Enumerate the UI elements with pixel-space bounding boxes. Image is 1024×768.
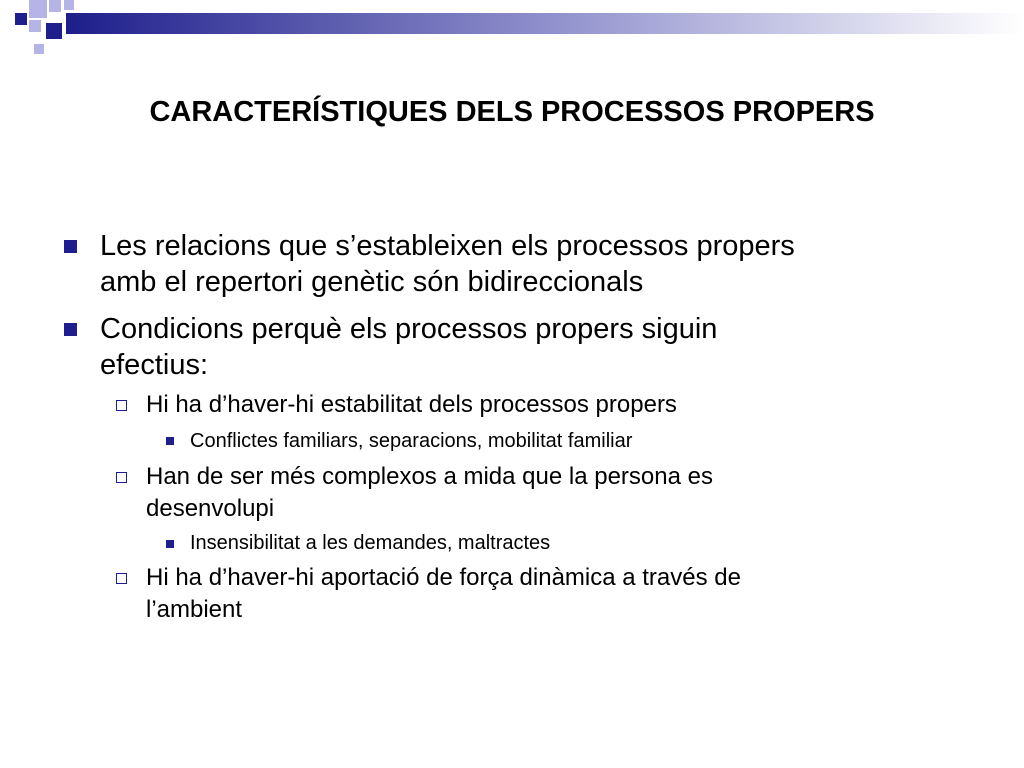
decor-square-dark-1	[15, 13, 27, 25]
filled-square-icon	[64, 323, 77, 336]
sub-bullet-2-2	[146, 461, 713, 525]
sub-bullet-2-1-line-1: Hi ha d’haver-hi estabilitat dels processos propers	[146, 391, 677, 418]
hollow-square-icon	[116, 573, 127, 584]
sub-bullet-2-3	[146, 562, 741, 626]
bullet-item-2	[100, 311, 717, 383]
sub-bullet-2-2-line-1: Han de ser més complexos a mida que la persona es	[146, 463, 713, 490]
sub-bullet-2-1	[146, 389, 677, 421]
sub-bullet-2-2-line-2: desenvolupi	[146, 495, 275, 522]
decor-square-light-4	[64, 0, 74, 10]
bullet-item-2-line-2: efectius:	[100, 349, 208, 381]
decor-square-light-1	[29, 0, 47, 18]
hollow-square-icon	[116, 472, 127, 483]
sub-bullet-2-3-line-1: Hi ha d’haver-hi aportació de força dinàmica a través de	[146, 564, 741, 591]
bullet-item-2-line-1: Condicions perquè els processos propers siguin	[100, 313, 718, 345]
small-square-icon	[166, 540, 174, 548]
hollow-square-icon	[116, 400, 127, 411]
bullet-item-1-line-1: Les relacions que s’estableixen els processos propers	[100, 230, 795, 262]
filled-square-icon	[64, 240, 77, 253]
header-gradient-bar	[66, 13, 1024, 34]
decor-square-light-5	[34, 44, 44, 54]
sub-sub-bullet-2-1-1: Conflictes familiars, separacions, mobilitat familiar	[190, 430, 633, 452]
decor-square-light-3	[49, 0, 61, 12]
decor-square-light-2	[29, 20, 41, 32]
bullet-item-1-line-2: amb el repertori genètic són bidireccionals	[100, 266, 644, 298]
sub-sub-bullet-2-2-1: Insensibilitat a les demandes, maltractes	[190, 532, 551, 554]
sub-bullet-2-3-line-2: l’ambient	[146, 596, 243, 623]
decor-square-dark-2	[46, 23, 62, 39]
bullet-item-1	[100, 228, 795, 300]
slide-title: CARACTERÍSTIQUES DELS PROCESSOS PROPERS	[149, 96, 875, 128]
small-square-icon	[166, 437, 174, 445]
